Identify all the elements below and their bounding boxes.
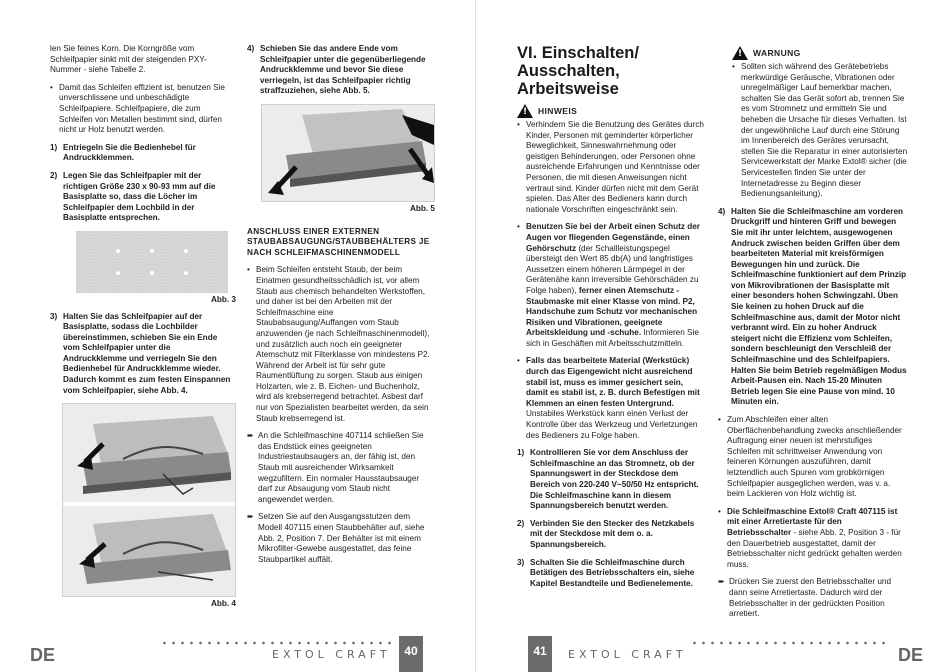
dust-bullet: • Beim Schleifen entsteht Staub, der beim Einatmen gesundheitsschädlich ist, vor allem Staub aus chemisch behandelten Werkstoffen, und daher ist bei den Arbeiten mit der Schleifmaschine eine Staubabsaugung/Auffangen vom Staub anzuwenden (je nach Schleifmaschinenmodell), und zusätzlich auch noch ein geeigneter Atemschutz mit Filterklasse von mindestens P2. Während der Arbeit ist für sehr gute Raumentlüftung zu sorgen. Staub aus einigen Holzarten, wie z. B. Eichen- und Buchenholz, wird als krebserregend betrachtet. Asbest darf nur von Spezialisten bearbeitet werden, da sein Staub krebserregend ist. [247,265,435,424]
step-4: 4) Schieben Sie das andere Ende vom Schleifpapier unter die gegenüberliegende Andruckklemme und bevor Sie diese verriegeln, ist das Schleifpapier richtig straffzuziehen, siehe Abb. 5. [247,44,426,96]
figure-3-sandpaper [76,231,228,293]
footer-dots-right [690,641,886,645]
figure-5-tensioning [261,104,435,202]
container-instruction: ➨ Setzen Sie auf den Ausgangsstutzen dem Modell 407115 einen Staubbehälter auf, siehe Abb. 2, Position 7. Der Behälter ist mit einem Mikrofilter-Gewebe ausgestattet, das feine Staubpartikel auffält. [247,512,425,564]
step-2: 2) Legen Sie das Schleifpapier mit der richtigen Größe 230 x 90-93 mm auf die Basisplatte so, dass die Löcher im Schleifpapier dem Lochbild in der Basisplatte entsprechen. [50,170,216,223]
workpiece-bullet: • Falls das bearbeitete Material (Werkstück) durch das Eigengewicht nicht ausreichend stabil ist, muss es immer gesichert sein, damit es stabil ist, z. B. durch Befestigen mit Klemmen an einen festen Untergrund. Unstabiles Werkstück kann einen Verlust der Kontrolle über das Werkzeug und Verletzungen des Bedieners zu Folge haben. [517,356,707,441]
step-1: 1) Entriegeln Sie die Bedienhebel für Andruckklemmen. [50,142,196,163]
multistage-bullet: • Zum Abschleifen einer alten Oberflächenbehandlung zwecks anschließender Auftragung einer neuen ist mehrstufiges Schleifen mit schrittweiser Anwendung von feineren Körnungen auszuführen, damit letztendlich auch Spuren vom grobkörnigen Schleifpapier ausgeglichen werden, was v. a. beim Lackieren von Holz wichtig ist. [718,415,908,500]
switch-step-2: 2) Verbinden Sie den Stecker des Netzkabels mit der Steckdose mit dem o. a. Spannungsbereich. [517,518,695,549]
noise-bullet: • Sollten sich während des Gerätebetriebs merkwürdige Geräusche, Vibrationen oder unregelmäßiger Lauf bemerkbar machen, schalten Sie das Gerät sofort ab, trennen Sie es vom Stromnetz und ermitteln Sie und beheben die Ursache für dieses Verhalten. Ist der ungewöhnliche Lauf durch eine Störung im Innenbereich des Gerätes verursacht, stellen Sie die Reparatur in einer autorisierten Servicewerkstatt der Marke Extol® sicher (die Servicestellen finden Sie unter der Internetadresse zu Beginn dieser Bedienungsanleitung). [732,62,908,200]
step-3: 3) Halten Sie das Schleifpapier auf der Basisplatte, sodass die Lochbilder übereinstimmen, schieben Sie ein Ende vom Schleifpapier unter die Andruckklemme und verriegeln Sie den Bedienhebel für Andruckklemme wieder. Dadurch kommt es zum festen Einspannen vom Schleifpapier, siehe Abb. 4. [50,311,231,395]
page-number-right: 41 [528,636,552,672]
warnung-heading: ! WARNUNG [732,46,908,60]
bullet-paper: • Damit das Schleifen effizient ist, benutzen Sie unverschlissene und unbeschädigte Schleifpapiere. Schleifpapiere, die zum Schleifen von Metallen bestimmt sind, dürfen nicht ur Holz benutzt werden. [50,83,236,136]
figure-4-clamping [62,403,236,597]
arrow-right-icon: ➨ [247,431,254,441]
arrow-right-icon: ➨ [247,512,254,522]
language-tag-left: DE [30,645,56,665]
lock-instruction: ➨ Drücken Sie zuerst den Betriebsschalter und dann seine Arretiertaste. Dadurch wird der Betriebsschalter in der gedrückten Position arretiert. [718,577,892,619]
page-number-left: 40 [399,636,423,672]
brand-logo-left: EXTOL CRAFT [272,648,391,661]
page-41 [475,0,950,672]
figure-3-caption: Abb. 3 [210,294,236,304]
intro-text: len Sie feines Korn. Die Korngröße vom Schleifpapier sinkt mit der steigenden PXY-Nummer - siehe Tabelle 2. [50,44,207,75]
vacuum-instruction: ➨ An die Schleifmaschine 407114 schließen Sie das Endstück eines geeigneten Industriestaubsaugers an, der fähig ist, den Staub mit ausreichender Wirksamkeit wegzufiltern. Ein normaler Hausstaubsauger darf zur Absaugung vom Staub nicht angewendet werden. [247,431,424,504]
children-bullet: • Verhindern Sie die Benutzung des Gerätes durch Kinder, Personen mit geminderter körperlicher Beweglichkeit, Sinneswahrnehmung oder geistigen Behinderungen, oder Personen ohne ausreichende Erfahrungen und Kenntnisse oder Personen, die mit diesen Anweisungen nicht vertraut sind. Kinder dürfen nicht mit dem Gerät spielen. Das Alter des Bedieners kann durch nationale Vorschriften eingeschränkt sein. [517,120,707,215]
operation-step-4: 4) Halten Sie die Schleifmaschine am vorderen Druckgriff und hinteren Griff und bewegen Sie mit ihr unter leichtem, ausgewogenen Andruck zwischen beiden Griffen über dem bearbeiteten Material mit kreisförmigen Bewegungen hin und zurück. Die Schleifmaschine funktioniert auf dem Prinzip von Mikrovibrationen der Basisplatte mit einer besonders hohen Schwingzahl. Üben Sie keinen zu hohen Druck auf die Schleifmaschine aus, damit der Motor nicht verbrannt wird. Ein zu hoher Andruck steigert nicht die Effizienz vom Schleifen, sondern beschleunigt den Verschleiß der Schleifmaschine und des Schleifpapiers. Halten Sie beim Betrieb regelmäßigen Modus Arbeit-Pausen ein. Nach 15-20 Minuten Betrieb legen Sie eine Pause von mind. 10 Minuten ein. [718,206,907,407]
left-column-1 [50,44,236,616]
hinweis-heading: ! HINWEIS [517,104,707,118]
brand-logo-right: EXTOL CRAFT [568,648,687,661]
figure-5-caption: Abb. 5 [409,203,435,213]
protection-bullet: • Benutzen Sie bei der Arbeit einen Schutz der Augen vor fliegenden Gegenstände, einen Gehörschutz (der Schallleistungspegel übersteigt den Wert 85 db(A) und langfristiges Aussetzen einem höheren Lärmpegel in der Gerätenähe kann irreversible Gehörschäden zu Folge haben), ferner einen Atemschutz - Staubmaske mit einer Klasse von mind. P2, Handschuhe zum Schutz vor mechanischen Risiken und Vibrationen, geeignete Arbeitskleidung und -schuhe. Informieren Sie sich in Geschäften mit Arbeitsschutzmitteln. [517,222,707,349]
switch-step-3: 3) Schalten Sie die Schleifmaschine durch Betätigen des Betriebsschalters ein, siehe Kapitel Bestandteile und Bedienelemente. [517,557,695,588]
right-column-1 [517,44,707,596]
warning-triangle-icon: ! [732,46,748,60]
warning-triangle-icon: ! [517,104,533,118]
left-column-2 [247,44,435,572]
sander-tension-illustration [262,105,434,201]
language-tag-right: DE [898,645,924,665]
right-column-2 [718,44,908,627]
section-title: VI. Einschalten/ Ausschalten, Arbeitsweise [517,44,639,98]
sander-clamp-illustration [63,404,235,596]
dust-extraction-heading: ANSCHLUSS EINER EXTERNEN STAUBABSAUGUNG/STAUBBEHÄLTERS JE NACH SCHLEIFMASCHINENMODELL [247,226,430,257]
footer-dots-left [160,641,392,645]
arrow-right-icon: ➨ [718,577,725,587]
lock-button-bullet: • Die Schleifmaschine Extol® Craft 407115 ist mit einer Arretiertaste für den Betriebsschalter - siehe Abb. 2, Position 3 - für den Dauerbetrieb ausgestattet, damit der Betriebsschalter nicht gedrückt gehalten werden muss. [718,507,908,571]
sandpaper-holes-illustration [76,231,228,293]
figure-4-caption: Abb. 4 [210,599,236,609]
switch-step-1: 1) Kontrollieren Sie vor dem Anschluss der Schleifmaschine an das Stromnetz, ob der Spannungswert in der Steckdose dem Bereich von 220-240 V~50/50 Hz entspricht. Die Schleifmaschine kann in diesem Spannungsbereich benutzt werden. [517,448,699,511]
